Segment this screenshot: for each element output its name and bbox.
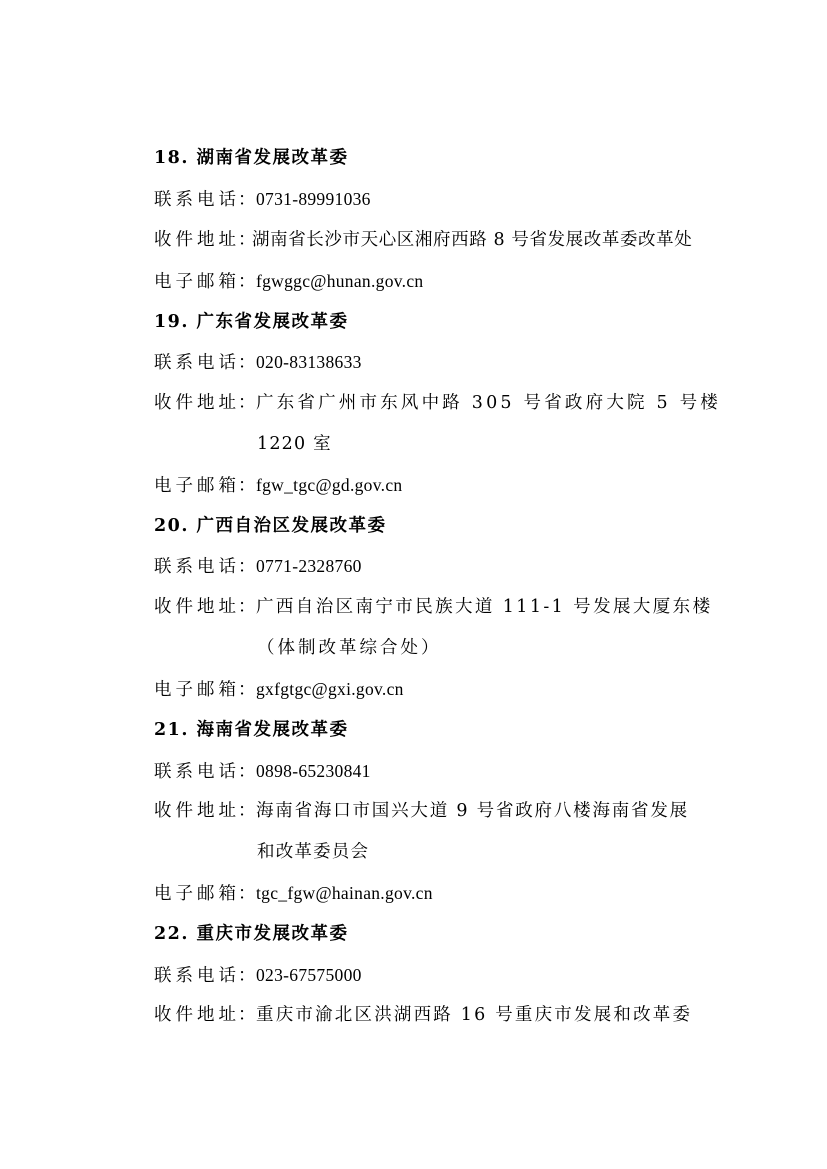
address-label: 收件地址 <box>154 393 240 413</box>
address-row <box>154 392 721 414</box>
colon: ： <box>238 272 257 292</box>
phone-row <box>154 555 362 578</box>
phone-label: 联系电话 <box>154 762 240 782</box>
section-title: 18. 湖南省发展改革委 <box>154 148 349 168</box>
phone-label: 联系电话 <box>154 353 240 373</box>
email-row <box>154 882 433 905</box>
colon: ： <box>238 680 257 700</box>
email-row <box>154 474 402 497</box>
colon: ： <box>238 884 257 904</box>
colon: ： <box>238 966 257 986</box>
email-value: tgc_fgw@hainan.gov.cn <box>256 883 433 903</box>
address-value: 海南省海口市国兴大道 9 号省政府八楼海南省发展 <box>256 801 689 821</box>
colon: ： <box>238 230 257 250</box>
phone-row <box>154 760 371 783</box>
address-row <box>154 229 692 251</box>
phone-label: 联系电话 <box>154 190 240 210</box>
phone-row <box>154 351 362 374</box>
colon: ： <box>238 801 257 821</box>
colon: ： <box>238 476 257 496</box>
phone-row <box>154 188 371 211</box>
colon: ： <box>238 597 257 617</box>
address-label: 收件地址 <box>154 230 240 250</box>
colon: ： <box>238 393 257 413</box>
phone-value: 0731-89991036 <box>256 189 371 209</box>
section-title: 21. 海南省发展改革委 <box>154 720 349 740</box>
address-row <box>154 1004 692 1026</box>
address-continuation: （体制改革综合处） <box>257 638 442 658</box>
address-continuation: 1220 室 <box>257 434 332 454</box>
phone-value: 020-83138633 <box>256 352 362 372</box>
address-value: 重庆市渝北区洪湖西路 16 号重庆市发展和改革委 <box>256 1005 693 1025</box>
email-value: fgwggc@hunan.gov.cn <box>256 271 424 291</box>
colon: ： <box>238 557 257 577</box>
email-value: fgw_tgc@gd.gov.cn <box>256 475 403 495</box>
address-value: 湖南省长沙市天心区湘府西路 8 号省发展改革委改革处 <box>252 230 693 250</box>
email-label: 电子邮箱 <box>154 476 240 496</box>
address-label: 收件地址 <box>154 597 240 617</box>
section-title: 22. 重庆市发展改革委 <box>154 924 349 944</box>
colon: ： <box>238 353 257 373</box>
colon: ： <box>238 190 257 210</box>
address-label: 收件地址 <box>154 1005 240 1025</box>
address-value: 广东省广州市东风中路 305 号省政府大院 5 号楼 <box>256 393 721 413</box>
colon: ： <box>238 1005 257 1025</box>
phone-value: 0771-2328760 <box>256 556 362 576</box>
address-row <box>154 800 689 822</box>
email-label: 电子邮箱 <box>154 680 240 700</box>
phone-label: 联系电话 <box>154 966 240 986</box>
section-title: 20. 广西自治区发展改革委 <box>154 516 387 536</box>
email-row <box>154 678 404 701</box>
email-value: gxfgtgc@gxi.gov.cn <box>256 679 404 699</box>
section-title: 19. 广东省发展改革委 <box>154 312 349 332</box>
email-row <box>154 270 423 293</box>
phone-value: 0898-65230841 <box>256 761 371 781</box>
phone-row <box>154 964 362 987</box>
phone-value: 023-67575000 <box>256 965 362 985</box>
email-label: 电子邮箱 <box>154 272 240 292</box>
address-value: 广西自治区南宁市民族大道 111-1 号发展大厦东楼 <box>256 597 713 617</box>
colon: ： <box>238 762 257 782</box>
address-label: 收件地址 <box>154 801 240 821</box>
address-row <box>154 596 712 618</box>
phone-label: 联系电话 <box>154 557 240 577</box>
email-label: 电子邮箱 <box>154 884 240 904</box>
address-continuation: 和改革委员会 <box>257 842 370 862</box>
